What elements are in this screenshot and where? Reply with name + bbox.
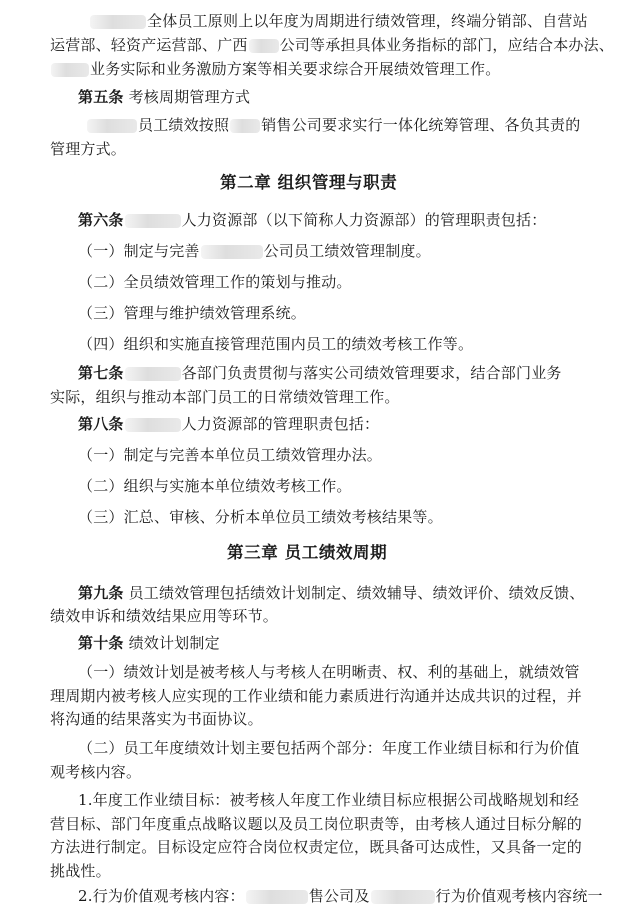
line-28: 1.年度工作业绩目标：被考核人年度工作业绩目标应根据公司战略规划和经 xyxy=(78,791,580,809)
redacted-mark xyxy=(125,367,181,381)
line-15: 第八条 人力资源部的管理职责包括： xyxy=(78,415,380,433)
line-13: 第七条 各部门负责贯彻与落实公司绩效管理要求，结合部门业务 xyxy=(78,364,562,382)
line-23: （一）绩效计划是被考核人与考核人在明晰责、权、利的基础上，就绩效管 xyxy=(78,663,580,681)
line-9: （一）制定与完善 公司员工绩效管理制度。 xyxy=(78,242,431,260)
line-8: 第六条 人力资源部（以下简称人力资源部）的管理职责包括： xyxy=(78,211,547,229)
line-16: （一）制定与完善本单位员工绩效管理办法。 xyxy=(78,446,383,464)
redacted-mark xyxy=(125,418,181,432)
line-11: （三）管理与维护绩效管理系统。 xyxy=(78,304,307,322)
line-2: 运营部、轻资产运营部、广西 公司等承担具体业务指标的部门，应结合本办法、 xyxy=(50,36,615,54)
line-24: 理周期内被考核人应实现的工作业绩和能力素质进行沟通并达成共识的过程，并 xyxy=(50,687,583,705)
line-20: 第九条 员工绩效管理包括绩效计划制定、绩效辅导、绩效评价、绩效反馈、 xyxy=(78,584,585,602)
redacted-mark xyxy=(249,39,279,53)
redacted-mark xyxy=(90,15,146,29)
redacted-mark xyxy=(246,890,308,904)
line-3: 业务实际和业务激励方案等相关要求综合开展绩效管理工作。 xyxy=(50,60,500,78)
line-4: 第五条 考核周期管理方式 xyxy=(78,88,251,106)
redacted-mark xyxy=(371,890,435,904)
line-26: （二）员工年度绩效计划主要包括两个部分：年度工作业绩目标和行为价值 xyxy=(78,739,580,757)
line-32: 2.行为价值观考核内容： 售公司及 行为价值观考核内容统一 xyxy=(78,887,603,905)
chapter-heading-2: 第二章 组织管理与职责 xyxy=(220,173,398,192)
redacted-mark xyxy=(230,119,260,133)
line-29: 营目标、部门年度重点战略议题以及员工岗位职责等，由考核人通过目标分解的 xyxy=(50,815,583,833)
line-27: 观考核内容。 xyxy=(50,763,142,781)
redacted-mark xyxy=(201,245,263,259)
line-18: （三）汇总、审核、分析本单位员工绩效考核结果等。 xyxy=(78,508,443,526)
redacted-mark xyxy=(125,214,181,228)
line-5: 员工绩效按照 销售公司要求实行一体化统筹管理、各负其责的 xyxy=(86,116,580,134)
line-17: （二）组织与实施本单位绩效考核工作。 xyxy=(78,477,352,495)
line-31: 挑战性。 xyxy=(50,862,111,880)
line-6: 管理方式。 xyxy=(50,140,127,158)
redacted-mark xyxy=(87,119,137,133)
chapter-heading-3: 第三章 员工绩效周期 xyxy=(227,543,388,562)
redacted-mark xyxy=(51,63,89,77)
line-12: （四）组织和实施直接管理范围内员工的绩效考核工作等。 xyxy=(78,335,474,353)
line-25: 将沟通的结果落实为书面协议。 xyxy=(50,710,263,728)
line-30: 方法进行制定。目标设定应符合岗位权责定位，既具备可达成性，又具备一定的 xyxy=(50,838,583,856)
line-10: （二）全员绩效管理工作的策划与推动。 xyxy=(78,273,352,291)
line-22: 第十条 绩效计划制定 xyxy=(78,634,220,652)
line-21: 绩效申诉和绩效结果应用等环节。 xyxy=(50,607,279,625)
line-1: 全体员工原则上以年度为周期进行绩效管理，终端分销部、自营站 xyxy=(89,12,588,30)
line-14: 实际，组织与推动本部门员工的日常绩效管理工作。 xyxy=(50,388,400,406)
